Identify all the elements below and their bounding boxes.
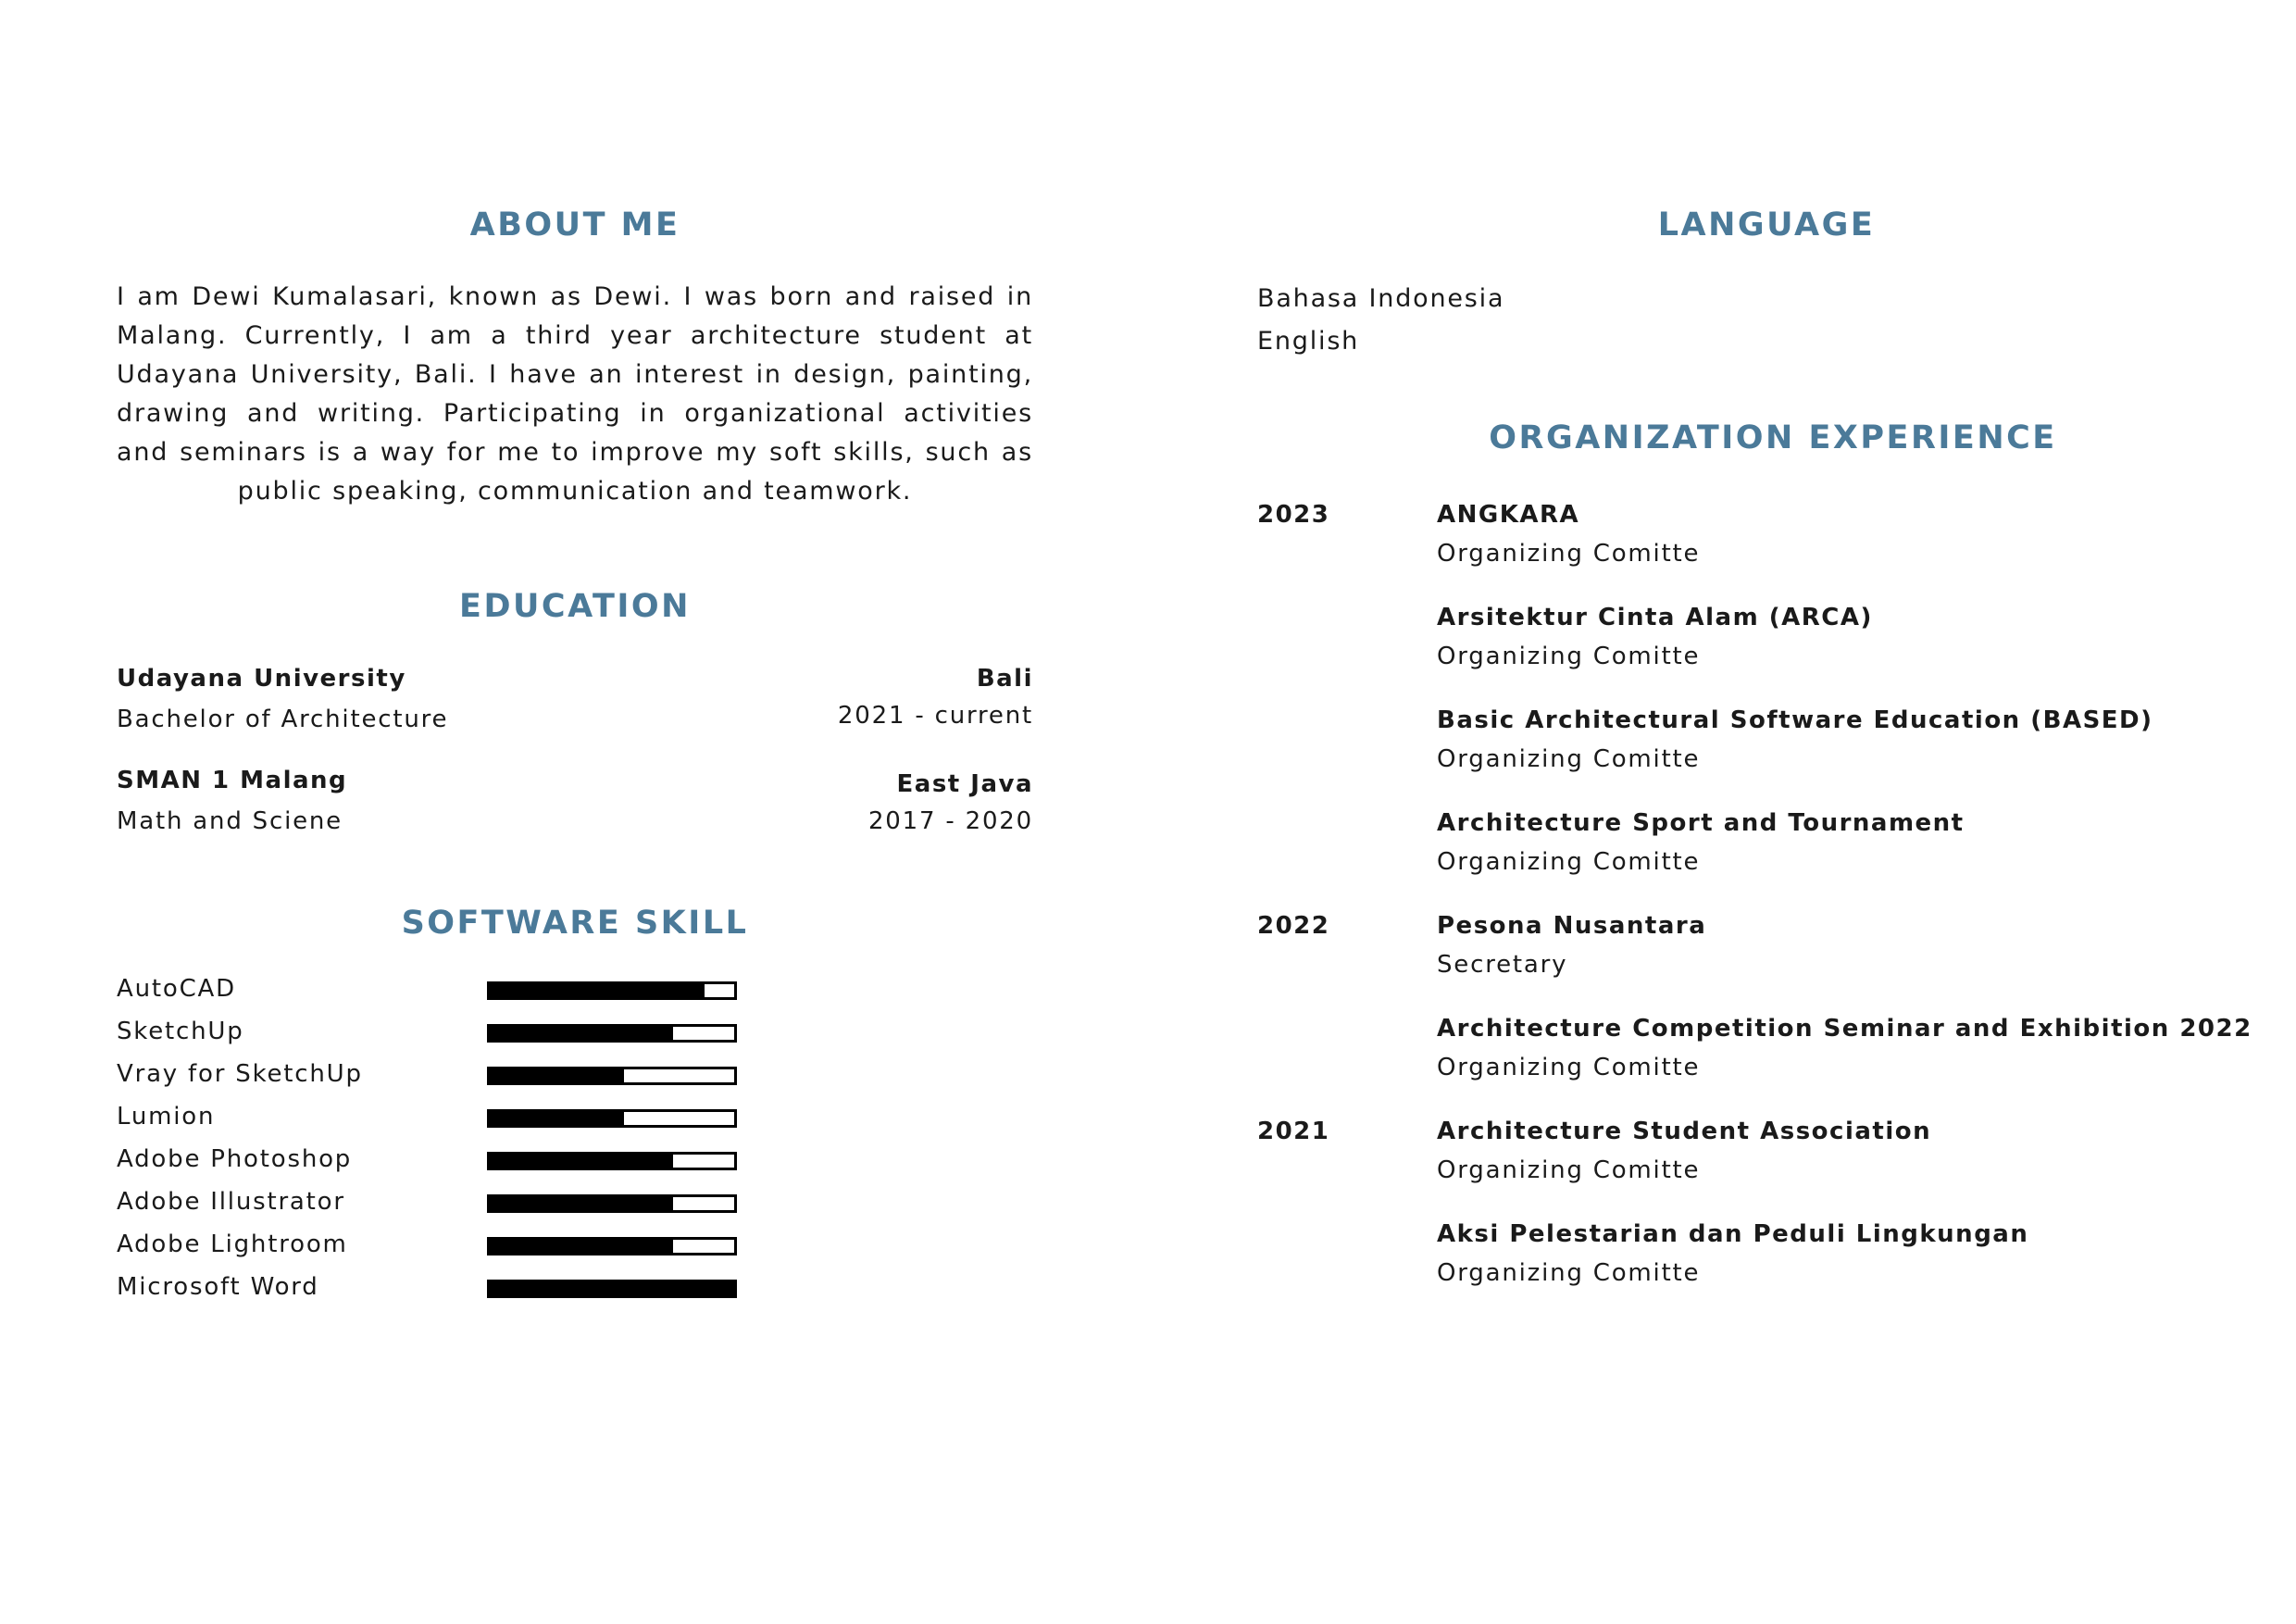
organization-entry <box>1437 599 2239 677</box>
language-heading: LANGUAGE <box>1657 206 1876 244</box>
organization-entry <box>1437 907 2239 985</box>
skill-item <box>117 1185 765 1228</box>
skill-name: Adobe Lightroom <box>117 1230 348 1258</box>
organization-year: 2023 <box>1257 501 1330 529</box>
skill-name: Lumion <box>117 1103 216 1131</box>
about-text: I am Dewi Kumalasari, known as Dewi. I was born and raised in Malang. Currently, I am a third year architecture student at Udayana University, Bali. I have an interest in design, painting, drawing and writing. Participating in organizational activities and seminars is a way for me to improve my soft skills, such as public speaking, communication and teamwork. <box>117 282 1033 506</box>
organization-entry <box>1437 1216 2239 1293</box>
skill-name: Adobe Photoshop <box>117 1145 353 1173</box>
skill-level-bar <box>487 1067 737 1085</box>
skill-level-fill <box>490 984 705 997</box>
organization-name: Architecture Student Association <box>1437 1118 1932 1145</box>
skill-level-fill <box>490 1069 624 1082</box>
skill-item <box>117 1143 765 1185</box>
software-skill-list <box>117 972 765 1313</box>
organization-role: Organizing Comitte <box>1437 1259 1701 1287</box>
skill-name: SketchUp <box>117 1018 244 1045</box>
education-place: East Java <box>896 770 1033 798</box>
organization-name: Pesona Nusantara <box>1437 912 1707 940</box>
education-place: Bali <box>976 665 1033 693</box>
skill-name: Vray for SketchUp <box>117 1060 363 1088</box>
skill-level-fill <box>490 1155 673 1168</box>
skill-item <box>117 1228 765 1270</box>
education-years: 2017 - 2020 <box>867 807 1033 835</box>
software-skill-heading: SOFTWARE SKILL <box>401 905 749 942</box>
about-heading: ABOUT ME <box>469 206 680 244</box>
organization-name: ANGKARA <box>1437 501 1580 529</box>
organization-entry <box>1437 1113 2239 1191</box>
skill-item <box>117 1057 765 1100</box>
organization-role: Organizing Comitte <box>1437 540 1701 568</box>
skill-name: AutoCAD <box>117 975 236 1003</box>
education-years: 2021 - current <box>837 702 1033 730</box>
education-degree: Math and Sciene <box>117 807 343 835</box>
skill-level-fill <box>490 1240 673 1253</box>
organization-name: Arsitektur Cinta Alam (ARCA) <box>1437 604 1873 631</box>
organization-name: Architecture Competition Seminar and Exhibition 2022 <box>1437 1015 2252 1043</box>
education-entry <box>117 767 1033 841</box>
organization-role: Organizing Comitte <box>1437 1156 1701 1184</box>
organization-name: Aksi Pelestarian dan Peduli Lingkungan <box>1437 1220 2029 1248</box>
skill-item <box>117 1015 765 1057</box>
language-list <box>1257 278 1504 363</box>
skill-level-fill <box>490 1112 624 1125</box>
skill-level-fill <box>490 1027 673 1040</box>
organization-year: 2022 <box>1257 912 1330 940</box>
organization-entry <box>1437 702 2239 780</box>
skill-level-bar <box>487 981 737 1000</box>
skill-item <box>117 972 765 1015</box>
education-degree: Bachelor of Architecture <box>117 706 449 733</box>
organization-entry <box>1437 805 2239 882</box>
organization-name: Architecture Sport and Tournament <box>1437 809 1965 837</box>
skill-name: Adobe Illustrator <box>117 1188 345 1216</box>
skill-item <box>117 1270 765 1313</box>
skill-item <box>117 1100 765 1143</box>
language-item: English <box>1257 327 1360 356</box>
education-heading: EDUCATION <box>459 588 691 625</box>
skill-name: Microsoft Word <box>117 1273 319 1301</box>
organization-role: Organizing Comitte <box>1437 848 1701 876</box>
organization-entry <box>1437 1010 2252 1088</box>
language-item: Bahasa Indonesia <box>1257 284 1505 313</box>
organization-heading: ORGANIZATION EXPERIENCE <box>1489 419 2057 456</box>
education-school: Udayana University <box>117 665 406 693</box>
education-entry <box>117 665 1033 739</box>
skill-level-bar <box>487 1194 737 1213</box>
organization-name: Basic Architectural Software Education (BASED) <box>1437 706 2153 734</box>
organization-role: Organizing Comitte <box>1437 745 1701 773</box>
organization-entry <box>1437 496 2239 574</box>
organization-role: Secretary <box>1437 951 1568 979</box>
skill-level-bar <box>487 1024 737 1043</box>
skill-level-bar <box>487 1152 737 1170</box>
skill-level-bar <box>487 1109 737 1128</box>
education-school: SMAN 1 Malang <box>117 767 348 794</box>
organization-year: 2021 <box>1257 1118 1330 1145</box>
skill-level-fill <box>490 1282 734 1295</box>
organization-role: Organizing Comitte <box>1437 1054 1701 1081</box>
organization-role: Organizing Comitte <box>1437 643 1701 670</box>
skill-level-bar <box>487 1237 737 1255</box>
skill-level-fill <box>490 1197 673 1210</box>
skill-level-bar <box>487 1280 737 1298</box>
